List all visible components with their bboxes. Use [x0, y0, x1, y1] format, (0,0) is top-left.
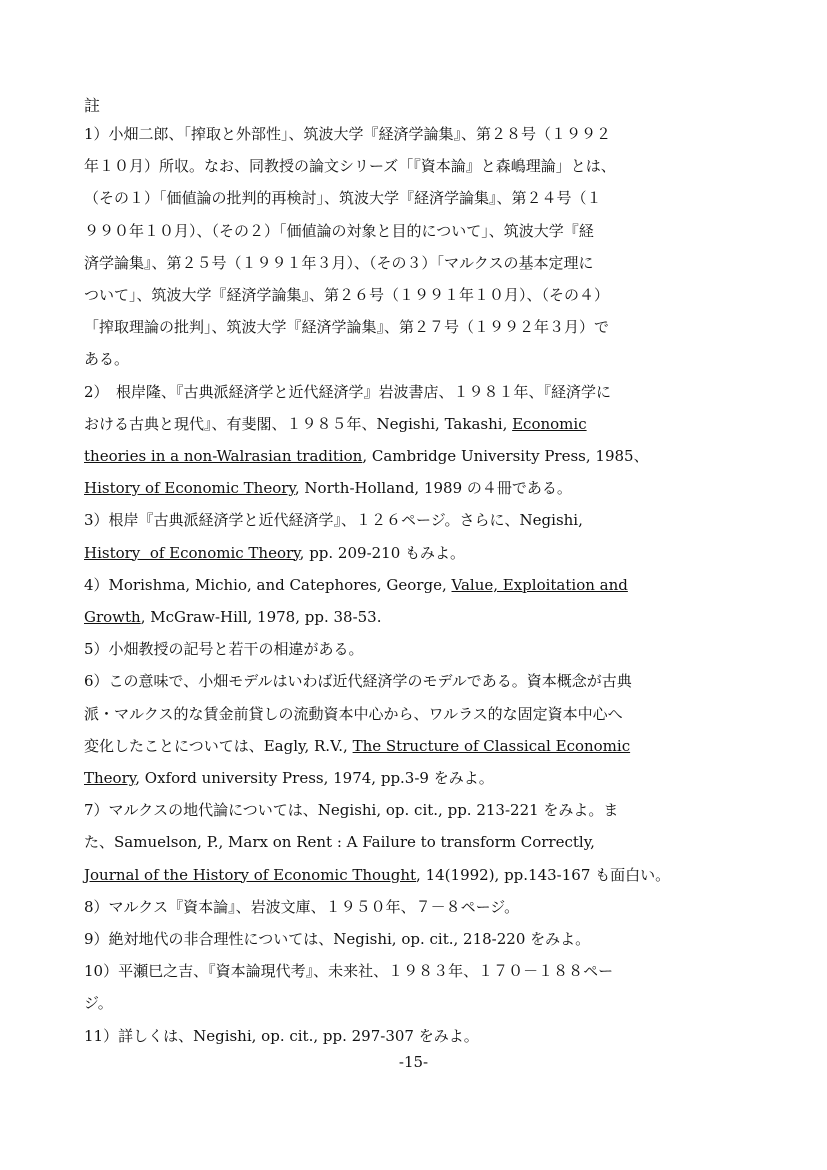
note-line [84, 575, 628, 595]
note-text: た、Samuelson, P., Marx on Rent : A Failure to transform Correctly, [84, 833, 595, 852]
note-text: 7）マルクスの地代論については、Negishi, op. cit., pp. 213-221 をみよ。ま [84, 801, 619, 820]
note-line [84, 543, 465, 563]
note-text: 4）Morishma, Michio, and Catephores, George, [84, 575, 452, 594]
note-line [84, 317, 609, 337]
underlined-title: theories in a non-Walrasian tradition [84, 447, 363, 465]
note-text: ついて」、筑波大学『経済学論集』、第２６号（１９９１年１０月）、（その４） [84, 286, 610, 304]
underlined-title: Theory [84, 769, 136, 787]
note-line [84, 349, 129, 369]
underlined-title: History of Economic Theory [84, 543, 300, 562]
note-line [84, 607, 382, 627]
note-text: ある。 [84, 350, 130, 369]
note-line [84, 897, 519, 917]
note-text: ９９０年１０月）、（その２）「価値論の対象と目的について」、筑波大学『経 [84, 221, 594, 240]
note-text: ジ。 [84, 994, 113, 1013]
underlined-title: History of Economic Theory [84, 479, 295, 498]
note-line [84, 285, 609, 305]
note-line [84, 382, 611, 402]
page-number: -15- [398, 1053, 429, 1071]
note-line [84, 639, 364, 659]
note-text: 8）マルクス『資本論』、岩波文庫、１９５０年、７－８ページ。 [84, 897, 520, 916]
note-line [84, 221, 594, 241]
note-text: （その１）「価値論の批判的再検討」、筑波大学『経済学論集』、第２４号（１ [84, 189, 602, 208]
note-line [84, 510, 583, 530]
note-text: 9）絶対地代の非合理性については、Negishi, op. cit., 218-220 をみよ。 [84, 930, 591, 948]
underlined-title: Economic [512, 414, 587, 433]
note-line [84, 800, 618, 820]
note-line [84, 671, 632, 691]
underlined-title: Journal of the History of Economic Thought [84, 865, 417, 884]
note-text: 「搾取理論の批判」、筑波大学『経済学論集』、第２７号（１９９２年３月）で [84, 318, 610, 337]
underlined-title: The Structure of Classical Economic [352, 736, 631, 755]
note-line [84, 1026, 479, 1046]
note-text: , Oxford university Press, 1974, pp.3-9 をみよ。 [135, 769, 494, 787]
note-text: , pp. 209-210 もみよ。 [299, 543, 466, 562]
note-text: 5）小畑教授の記号と若干の相違がある。 [84, 640, 364, 659]
notes-heading: 註 [84, 96, 101, 115]
note-text: 11）詳しくは、Negishi, op. cit., pp. 297-307 をみよ。 [84, 1026, 479, 1045]
note-line [84, 736, 630, 756]
note-text: , Cambridge University Press, 1985、 [362, 447, 649, 465]
underlined-title: Growth [84, 608, 141, 626]
note-line [84, 253, 594, 273]
note-text: , McGraw-Hill, 1978, pp. 38-53. [140, 608, 382, 626]
note-line [84, 478, 572, 498]
note-line [84, 704, 623, 724]
note-line [84, 961, 613, 981]
note-line [84, 156, 616, 176]
note-line [84, 414, 587, 434]
note-line [84, 832, 595, 852]
underlined-title: Value, Exploitation and [451, 575, 628, 594]
note-text: , North-Holland, 1989 の４冊である。 [294, 479, 572, 498]
note-text: 10）平瀬巳之吉、『資本論現代考』、未来社、１９８３年、１７０－１８８ペー [84, 962, 614, 981]
note-text: 派・マルクス的な賃金前貸しの流動資本中心から、ワルラス的な固定資本中心へ [84, 704, 623, 723]
note-line [84, 768, 494, 788]
note-line [84, 446, 649, 466]
note-text: 2） 根岸隆、『古典派経済学と近代経済学』岩波書店、１９８１年、『経済学に [84, 382, 612, 401]
note-text: , 14(1992), pp.143-167 も面白い。 [416, 865, 671, 884]
note-text: 年１０月）所収。なお、同教授の論文シリーズ「『資本論』と森嶋理論」とは、 [84, 157, 616, 176]
note-text: 6）この意味で、小畑モデルはいわば近代経済学のモデルである。資本概念が古典 [84, 672, 632, 691]
note-line [84, 865, 670, 885]
note-text: 済学論集』、第２５号（１９９１年３月）、（その３）「マルクスの基本定理に [84, 253, 594, 272]
note-text: おける古典と現代』、有斐閣、１９８５年、Negishi, Takashi, [84, 414, 513, 433]
note-text: 3）根岸『古典派経済学と近代経済学』、１２６ページ。さらに、Negishi, [84, 511, 583, 530]
note-line [84, 188, 602, 208]
note-line [84, 993, 113, 1013]
note-line [84, 929, 590, 949]
note-text: 変化したことについては、Eagly, R.V., [84, 736, 353, 755]
note-line [84, 124, 611, 144]
note-text: 1）小畑二郎、「搾取と外部性」、筑波大学『経済学論集』、第２８号（１９９２ [84, 125, 612, 143]
